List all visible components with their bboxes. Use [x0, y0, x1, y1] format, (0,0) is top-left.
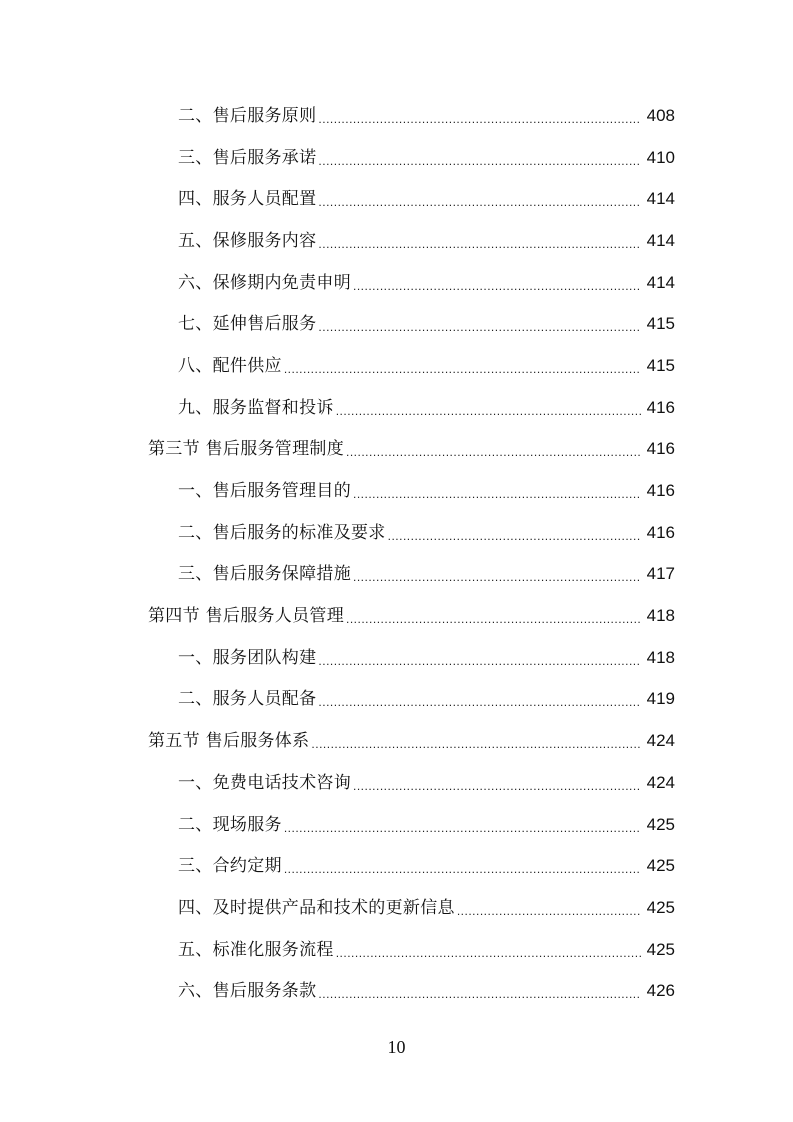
toc-entry[interactable]	[0, 262, 793, 304]
toc-dot-leader	[284, 818, 641, 838]
toc-entry[interactable]	[0, 970, 793, 1012]
toc-entry-title: 三、售后服务承诺	[178, 147, 317, 168]
toc-entry-title: 四、及时提供产品和技术的更新信息	[178, 897, 455, 918]
toc-dot-leader	[318, 984, 641, 1004]
toc-section-entry[interactable]	[0, 429, 793, 471]
toc-entry-page: 415	[646, 314, 675, 334]
toc-entry-title: 五、保修服务内容	[178, 230, 317, 251]
toc-entry-page: 408	[646, 105, 675, 125]
toc-entry-page: 416	[646, 439, 675, 459]
toc-dot-leader	[318, 692, 641, 712]
toc-entry[interactable]	[0, 95, 793, 137]
toc-entry[interactable]	[0, 887, 793, 929]
toc-dot-leader	[284, 359, 641, 379]
toc-entry[interactable]	[0, 137, 793, 179]
toc-dot-leader	[318, 109, 641, 129]
toc-entry-title: 三、合约定期	[178, 856, 282, 877]
toc-entry-title: 五、标准化服务流程	[178, 939, 334, 960]
toc-dot-leader	[353, 484, 641, 504]
toc-entry-page: 425	[646, 939, 675, 959]
toc-entry-title: 一、免费电话技术咨询	[178, 772, 351, 793]
toc-entry-title: 四、服务人员配置	[178, 189, 317, 210]
toc-entry[interactable]	[0, 762, 793, 804]
toc-entry-page: 416	[646, 522, 675, 542]
toc-entry-title: 六、售后服务条款	[178, 981, 317, 1002]
toc-entry[interactable]	[0, 387, 793, 429]
toc-dot-leader	[353, 567, 641, 587]
toc-entry-title: 二、售后服务原则	[178, 105, 317, 126]
toc-entry[interactable]	[0, 679, 793, 721]
toc-entry-title: 九、服务监督和投诉	[178, 397, 334, 418]
toc-entry-title: 三、售后服务保障措施	[178, 564, 351, 585]
toc-entry-page: 418	[646, 647, 675, 667]
toc-entry-page: 414	[646, 272, 675, 292]
toc-entry-page: 414	[646, 230, 675, 250]
toc-entry[interactable]	[0, 178, 793, 220]
toc-entry-title: 二、现场服务	[178, 814, 282, 835]
toc-dot-leader	[318, 192, 641, 212]
toc-entry-title: 第四节 售后服务人员管理	[148, 606, 345, 627]
toc-dot-leader	[336, 943, 641, 963]
toc-entry[interactable]	[0, 345, 793, 387]
toc-dot-leader	[388, 526, 641, 546]
toc-dot-leader	[318, 651, 641, 671]
page-number: 10	[387, 1037, 406, 1057]
toc-entry-page: 425	[646, 897, 675, 917]
toc-entry-page: 426	[646, 981, 675, 1001]
toc-entry-page: 416	[646, 397, 675, 417]
table-of-contents	[0, 95, 793, 1012]
toc-entry-page: 419	[646, 689, 675, 709]
toc-dot-leader	[311, 734, 641, 754]
toc-entry-page: 414	[646, 189, 675, 209]
toc-entry[interactable]	[0, 554, 793, 596]
toc-dot-leader	[346, 442, 641, 462]
toc-entry-page: 424	[646, 731, 675, 751]
toc-entry[interactable]	[0, 929, 793, 971]
toc-dot-leader	[346, 609, 641, 629]
toc-entry-title: 一、服务团队构建	[178, 647, 317, 668]
toc-entry-title: 第三节 售后服务管理制度	[148, 439, 345, 460]
toc-dot-leader	[318, 151, 641, 171]
toc-entry-page: 416	[646, 481, 675, 501]
toc-entry-page: 424	[646, 772, 675, 792]
toc-entry[interactable]	[0, 303, 793, 345]
toc-entry-page: 415	[646, 355, 675, 375]
toc-dot-leader	[353, 276, 641, 296]
toc-section-entry[interactable]	[0, 595, 793, 637]
toc-dot-leader	[457, 901, 641, 921]
toc-entry[interactable]	[0, 804, 793, 846]
toc-entry-page: 418	[646, 606, 675, 626]
toc-entry-page: 425	[646, 814, 675, 834]
toc-entry[interactable]	[0, 637, 793, 679]
toc-entry-title: 一、售后服务管理目的	[178, 481, 351, 502]
toc-entry-page: 410	[646, 147, 675, 167]
toc-entry-title: 七、延伸售后服务	[178, 314, 317, 335]
toc-entry[interactable]	[0, 220, 793, 262]
toc-entry-title: 二、售后服务的标准及要求	[178, 522, 386, 543]
toc-entry[interactable]	[0, 470, 793, 512]
toc-entry-page: 417	[646, 564, 675, 584]
toc-entry-title: 二、服务人员配备	[178, 689, 317, 710]
toc-entry[interactable]	[0, 845, 793, 887]
toc-dot-leader	[318, 317, 641, 337]
toc-dot-leader	[318, 234, 641, 254]
toc-entry-title: 第五节 售后服务体系	[148, 731, 310, 752]
toc-entry-page: 425	[646, 856, 675, 876]
toc-dot-leader	[336, 401, 641, 421]
toc-section-entry[interactable]	[0, 720, 793, 762]
toc-dot-leader	[353, 776, 641, 796]
toc-dot-leader	[284, 859, 641, 879]
toc-entry-title: 六、保修期内免责申明	[178, 272, 351, 293]
toc-entry-title: 八、配件供应	[178, 355, 282, 376]
toc-entry[interactable]	[0, 512, 793, 554]
